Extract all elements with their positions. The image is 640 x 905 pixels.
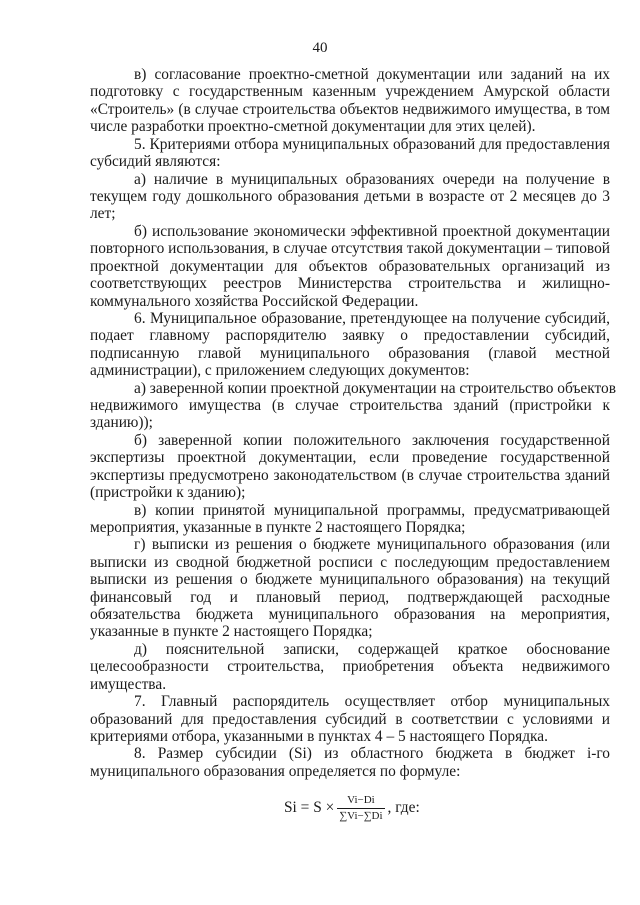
text-line: числе разработки проектно-сметной документации для этих целей). xyxy=(90,118,536,136)
text-line: соответствующих реестров Министерства строительства и жилищно- xyxy=(90,275,610,292)
formula-numerator: Vi−Di xyxy=(347,793,375,806)
text-line: д) пояснительной записки, содержащей краткое обоснование xyxy=(134,640,610,658)
text-line: обязательства бюджета муниципального образования на мероприятия, xyxy=(90,606,610,623)
text-line: в) копии принятой муниципальной программы, предусматривающей xyxy=(134,501,610,519)
text-line: образований для предоставления субсидий в соответствии с условиями и xyxy=(90,710,610,728)
fraction-bar xyxy=(337,808,384,809)
formula-fraction xyxy=(337,794,384,823)
text-line: мероприятия, указанные в пункте 2 настоящего Порядка; xyxy=(90,518,466,536)
text-line: зданию)); xyxy=(90,414,153,432)
text-line: повторного использования, в случае отсутствия такой документации – типовой xyxy=(90,240,610,258)
subsidy-formula xyxy=(284,786,420,830)
text-line: коммунального хозяйства Российской Федерации. xyxy=(90,292,419,310)
text-line: б) заверенной копии положительного заключения государственной xyxy=(134,431,610,449)
text-line: подписанную главой муниципального образования (главой местной xyxy=(90,344,610,362)
text-line: имущества. xyxy=(90,675,167,693)
text-line: администрации), с приложением следующих документов: xyxy=(90,362,470,380)
text-line: а) наличие в муниципальных образованиях очереди на получение в xyxy=(134,170,610,188)
formula-suffix: , где: xyxy=(387,799,420,816)
formula-denominator: ∑Vi−∑Di xyxy=(339,809,383,822)
text-line: 6. Муниципальное образование, претендующее на получение субсидий, xyxy=(134,309,610,327)
page-number: 40 xyxy=(312,40,328,56)
text-line: недвижимого имущества (в случае строительства зданий (пристройки к xyxy=(90,397,610,414)
text-line: 8. Размер субсидии (Si) из областного бюджета в бюджет i-го xyxy=(134,745,610,763)
text-line: (пристройки к зданию); xyxy=(90,484,246,502)
text-line: лет; xyxy=(90,205,116,223)
formula-lhs: Si = S × xyxy=(284,799,335,816)
text-line: выписки из решения о бюджете муниципального образования) на текущий xyxy=(90,571,610,589)
text-line: указанные в пункте 2 настоящего Порядка; xyxy=(90,623,373,641)
text-line: текущем году дошкольного образования детьми в возрасте от 2 месяцев до 3 xyxy=(90,187,610,205)
text-line: выписки из сводной бюджетной росписи с последующим предоставлением xyxy=(90,553,610,571)
text-line: финансовый год и плановый период, подтверждающей расходные xyxy=(90,588,610,606)
text-line: подготовку с государственным казенным учреждением Амурской области xyxy=(90,83,610,101)
text-line: муниципального образования определяется по формуле: xyxy=(90,762,461,780)
text-line: экспертизы проектной документации, если проведение государственной xyxy=(90,449,610,467)
text-line: «Строитель» (в случае строительства объектов недвижимого имущества, в том xyxy=(90,100,610,118)
text-line: критериями отбора, указанными в пунктах 4 – 5 настоящего Порядка. xyxy=(90,728,548,745)
text-line: подает главному распорядителю заявку о предоставлении субсидий, xyxy=(90,327,610,345)
text-line: 5. Критериями отбора муниципальных образований для предоставления xyxy=(134,135,610,153)
text-line: 7. Главный распорядитель осуществляет отбор муниципальных xyxy=(134,693,610,711)
text-line: а) заверенной копии проектной документации на строительство объектов xyxy=(134,379,616,397)
text-line: г) выписки из решения о бюджете муниципального образования (или xyxy=(134,536,610,554)
text-line: целесообразности строительства, приобретения объекта недвижимого xyxy=(90,658,610,676)
text-line: экспертизы предусмотрено законодательством (в случае строительства зданий xyxy=(90,466,610,484)
text-line: субсидий являются: xyxy=(90,153,221,171)
text-line: проектной документации для объектов образовательных организаций из xyxy=(90,257,610,275)
text-line: б) использование экономически эффективной проектной документации xyxy=(134,222,610,240)
text-line: в) согласование проектно-сметной документации или заданий на их xyxy=(134,66,610,83)
